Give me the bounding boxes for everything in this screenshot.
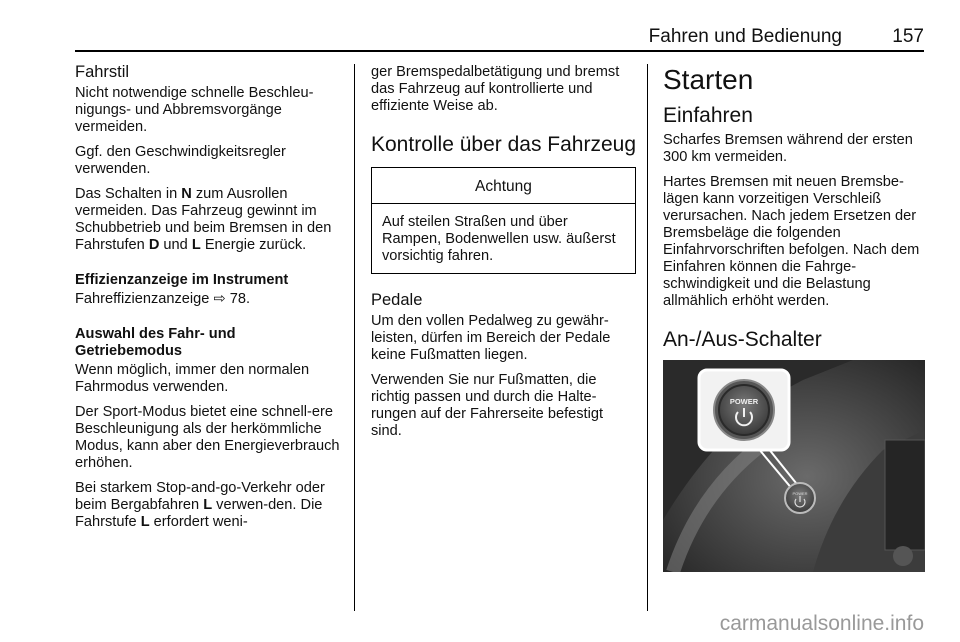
text: erfordert weni- bbox=[149, 514, 248, 530]
gear-l: L bbox=[191, 237, 201, 253]
power-label: POWER bbox=[729, 397, 759, 406]
heading-pedale: Pedale bbox=[371, 291, 423, 309]
paragraph: Verwenden Sie nur Fußmatten, die richtig passen und durch die Halte-rungen auf der Fahrerseite befestigt sind. bbox=[371, 372, 604, 439]
paragraph bbox=[75, 186, 345, 254]
warning-title: Achtung bbox=[372, 168, 635, 204]
gear-l: L bbox=[203, 497, 213, 513]
column-divider bbox=[354, 64, 355, 611]
heading-auswahl-modus: Auswahl des Fahr- und Getriebemodus bbox=[75, 326, 236, 359]
text: Bei starkem Stop-and-go-Verkehr oder beim Bergabfahren bbox=[75, 480, 325, 513]
warning-body: Auf steilen Straßen und über Rampen, Bodenwellen usw. äußerst vorsichtig fahren. bbox=[382, 214, 616, 264]
section-title: Fahren und Bedienung bbox=[648, 26, 842, 47]
heading-fahrstil: Fahrstil bbox=[75, 63, 130, 81]
warning-box bbox=[371, 167, 636, 274]
power-label-small: POWER bbox=[792, 491, 808, 496]
text: verwen-den. Die Fahrstufe bbox=[75, 497, 323, 530]
gear-n: N bbox=[181, 186, 192, 202]
column-right bbox=[663, 64, 928, 572]
page-header bbox=[75, 26, 924, 52]
paragraph bbox=[75, 480, 345, 531]
paragraph: Der Sport-Modus bietet eine schnell-ere Beschleunigung als der herkömmliche Modus, kann aber den Energieverbrauch erhöhen. bbox=[75, 404, 340, 471]
footer-watermark: carmanualsonline.info bbox=[719, 612, 924, 635]
cross-reference: Fahreffizienzanzeige ⇨ 78. bbox=[75, 291, 251, 307]
column-divider bbox=[647, 64, 648, 611]
paragraph: ger Bremspedalbetätigung und bremst das Fahrzeug auf kontrollierte und effiziente Weise ab. bbox=[371, 64, 620, 114]
heading-starten: Starten bbox=[663, 64, 754, 95]
text: Energie zurück. bbox=[200, 237, 307, 253]
heading-kontrolle: Kontrolle über das Fahrzeug bbox=[371, 133, 636, 156]
power-button-illustration bbox=[663, 360, 925, 572]
heading-einfahren: Einfahren bbox=[663, 104, 753, 127]
gear-d: D bbox=[148, 237, 160, 253]
heading-effizienzanzeige: Effizienzanzeige im Instrument bbox=[75, 272, 289, 288]
gear-l: L bbox=[140, 514, 150, 530]
column-middle bbox=[371, 64, 636, 448]
text: zum Ausrollen vermeiden. Das Fahrzeug gewinnt im Schubbetrieb und beim Bremsen in den Fahrstufen bbox=[75, 186, 332, 253]
heading-an-aus-schalter: An-/Aus-Schalter bbox=[663, 328, 822, 351]
paragraph: Nicht notwendige schnelle Beschleu-nigungs- und Abbremsvorgänge vermeiden. bbox=[75, 85, 314, 135]
paragraph: Wenn möglich, immer den normalen Fahrmodus verwenden. bbox=[75, 362, 310, 395]
text: und bbox=[159, 237, 192, 253]
paragraph: Um den vollen Pedalweg zu gewähr-leisten, dürfen im Bereich der Pedale keine Fußmatten liegen. bbox=[371, 313, 611, 363]
page-number: 157 bbox=[892, 26, 924, 47]
paragraph: Scharfes Bremsen während der ersten 300 km vermeiden. bbox=[663, 132, 913, 165]
paragraph: Hartes Bremsen mit neuen Bremsbe-lägen kann vorzeitigen Verschleiß verursachen. Nach jedem Ersetzen der Bremsbeläge die folgenden Einfahrvorschriften befolgen. Nach dem Einfahren können die Fahrge-schwindigkeit und die Belastung allmählich erhöht werden. bbox=[663, 174, 920, 309]
text: Das Schalten in bbox=[75, 186, 182, 202]
paragraph: Ggf. den Geschwindigkeitsregler verwenden. bbox=[75, 144, 286, 177]
column-left bbox=[75, 64, 345, 539]
